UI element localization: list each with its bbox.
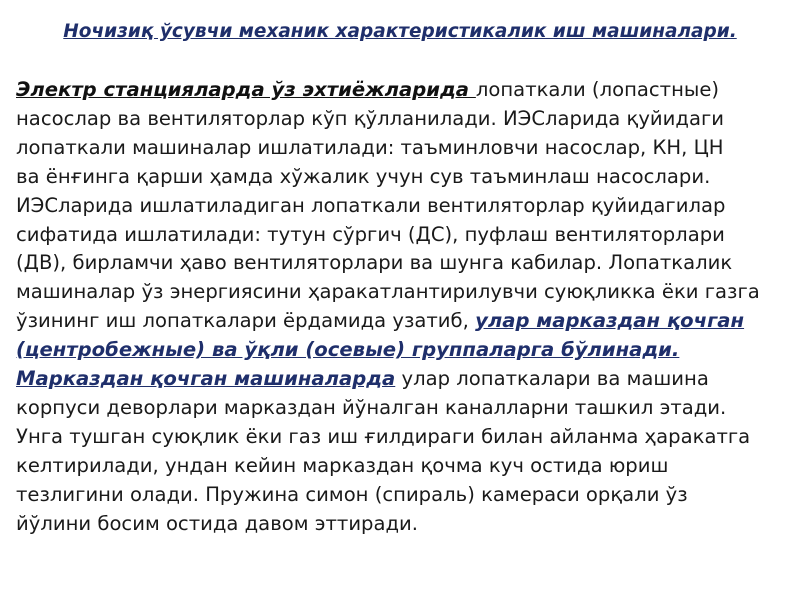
text-line: лопаткали машиналар ишлатилади: таъминловчи насослар, КН, ЦН — [16, 135, 724, 159]
emphasis-phrase: Электр станцияларда ўз эхтиёжларида — [16, 78, 476, 101]
page-title: Ночизиқ ўсувчи механик характеристикалик иш машиналари. — [63, 21, 737, 42]
text-segment: ўзининг иш лопаткалари ёрдамида узатиб, — [16, 309, 476, 333]
body-paragraph — [16, 76, 788, 539]
text-line: сифатида ишлатилади: тутун сўргич (ДС), пуфлаш вентиляторлари — [16, 222, 725, 246]
text-line: (ДВ), бирламчи ҳаво вентиляторлари ва шунга кабилар. Лопаткалик — [16, 251, 733, 275]
text-line: машиналар ўз энергиясини ҳаракатлантирилувчи суюқликка ёки газга — [16, 280, 760, 304]
text-line: ва ёнғинга қарши ҳамда хўжалик учун сув таъминлаш насослари. — [16, 164, 711, 188]
text-segment: улар лопаткалари ва машина — [395, 367, 709, 391]
text-line: йўлини босим остида давом эттиради. — [16, 511, 419, 535]
text-line: тезлигини олади. Пружина симон (спираль) камераси орқали ўз — [16, 482, 688, 506]
text-line: ИЭСларида ишлатиладиган лопаткали вентиляторлар қуйидагилар — [16, 193, 726, 217]
text-line: Унга тушган суюқлик ёки газ иш ғилдираги билан айланма ҳаракатга — [16, 424, 751, 448]
text-line: келтирилади, ундан кейин марказдан қочма куч остида юриш — [16, 453, 669, 477]
text-line — [16, 336, 788, 365]
text-line — [16, 307, 788, 336]
text-line — [16, 76, 788, 105]
text-line: корпуси деворлари марказдан йўналган каналларни ташкил этади. — [16, 395, 727, 419]
text-segment: лопаткали (лопастные) — [475, 78, 720, 101]
emphasis-phrase: (центробежные) ва ўқли (осевые) группаларга бўлинади. — [16, 338, 680, 362]
emphasis-phrase: Марказдан қочган машиналарда — [16, 367, 396, 391]
text-line — [16, 365, 788, 394]
emphasis-phrase: улар марказдан қочган — [475, 309, 745, 333]
text-line: насослар ва вентиляторлар кўп қўлланилади. ИЭСларида қуйидаги — [16, 106, 724, 130]
